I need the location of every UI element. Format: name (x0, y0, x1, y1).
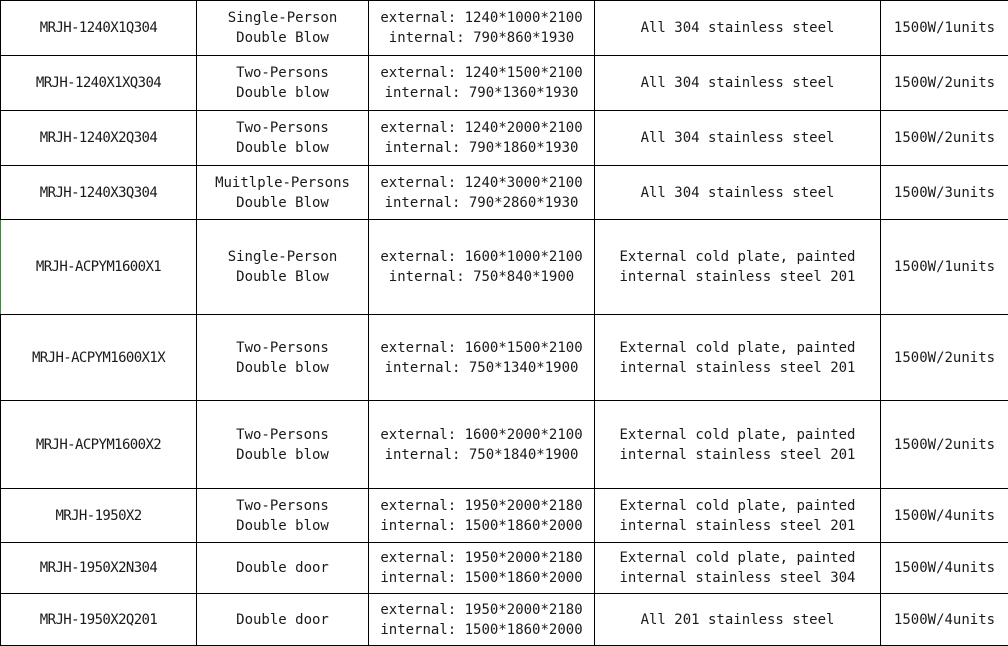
type-line: Two-Persons (199, 338, 366, 358)
power-cell: 1500W/1units (881, 220, 1008, 315)
table-row (1, 594, 1008, 646)
internal-size: internal: 1500*1860*2000 (371, 516, 592, 536)
type-cell (197, 594, 369, 646)
type-cell (197, 315, 369, 401)
spec-table-body (1, 1, 1008, 646)
internal-size: internal: 790*1360*1930 (371, 83, 592, 103)
type-cell (197, 111, 369, 166)
type-cell (197, 166, 369, 220)
power-cell: 1500W/2units (881, 315, 1008, 401)
external-size: external: 1600*1000*2100 (371, 247, 592, 267)
material-cell (595, 111, 881, 166)
model-cell: MRJH-1240X3Q304 (1, 166, 197, 220)
model-cell: MRJH-ACPYM1600X2 (1, 401, 197, 489)
internal-size: internal: 1500*1860*2000 (371, 620, 592, 640)
table-row (1, 315, 1008, 401)
size-cell (369, 594, 595, 646)
external-size: external: 1950*2000*2180 (371, 600, 592, 620)
type-line: Single-Person (199, 247, 366, 267)
type-line: Two-Persons (199, 425, 366, 445)
model-cell: MRJH-1950X2Q201 (1, 594, 197, 646)
type-line: Two-Persons (199, 118, 366, 138)
model-cell: MRJH-1240X1XQ304 (1, 56, 197, 111)
type-cell (197, 56, 369, 111)
type-line: Single-Person (199, 8, 366, 28)
material-cell (595, 166, 881, 220)
external-size: external: 1240*1500*2100 (371, 63, 592, 83)
power-cell: 1500W/4units (881, 489, 1008, 543)
model-cell: MRJH-1950X2 (1, 489, 197, 543)
table-row (1, 543, 1008, 594)
material-line: External cold plate, painted (597, 425, 878, 445)
material-line: All 304 stainless steel (597, 183, 878, 203)
type-line: Double door (199, 558, 366, 578)
type-cell (197, 220, 369, 315)
external-size: external: 1240*3000*2100 (371, 173, 592, 193)
external-size: external: 1600*2000*2100 (371, 425, 592, 445)
external-size: external: 1950*2000*2180 (371, 496, 592, 516)
internal-size: internal: 750*1840*1900 (371, 445, 592, 465)
internal-size: internal: 750*1340*1900 (371, 358, 592, 378)
type-line: Double door (199, 610, 366, 630)
external-size: external: 1240*1000*2100 (371, 8, 592, 28)
type-cell (197, 543, 369, 594)
power-cell: 1500W/3units (881, 166, 1008, 220)
material-line: internal stainless steel 201 (597, 267, 878, 287)
external-size: external: 1600*1500*2100 (371, 338, 592, 358)
material-line: External cold plate, painted (597, 496, 878, 516)
size-cell (369, 543, 595, 594)
material-line: internal stainless steel 304 (597, 568, 878, 588)
material-cell (595, 401, 881, 489)
power-cell: 1500W/4units (881, 594, 1008, 646)
size-cell (369, 1, 595, 56)
size-cell (369, 401, 595, 489)
table-row (1, 220, 1008, 315)
material-line: External cold plate, painted (597, 338, 878, 358)
material-cell (595, 56, 881, 111)
power-cell: 1500W/2units (881, 401, 1008, 489)
size-cell (369, 315, 595, 401)
model-cell: MRJH-1950X2N304 (1, 543, 197, 594)
material-line: All 304 stainless steel (597, 128, 878, 148)
type-line: Double blow (199, 138, 366, 158)
size-cell (369, 56, 595, 111)
type-line: Double blow (199, 445, 366, 465)
power-cell: 1500W/4units (881, 543, 1008, 594)
type-line: Double blow (199, 516, 366, 536)
table-row (1, 1, 1008, 56)
table-row (1, 489, 1008, 543)
table-row (1, 401, 1008, 489)
model-cell: MRJH-1240X2Q304 (1, 111, 197, 166)
type-line: Double blow (199, 358, 366, 378)
power-cell: 1500W/2units (881, 56, 1008, 111)
material-line: internal stainless steel 201 (597, 445, 878, 465)
type-line: Muitlple-Persons (199, 173, 366, 193)
internal-size: internal: 750*840*1900 (371, 267, 592, 287)
material-line: External cold plate, painted (597, 548, 878, 568)
material-line: All 304 stainless steel (597, 73, 878, 93)
size-cell (369, 166, 595, 220)
type-line: Two-Persons (199, 63, 366, 83)
table-row (1, 111, 1008, 166)
material-cell (595, 594, 881, 646)
model-cell: MRJH-ACPYM1600X1 (1, 220, 197, 315)
type-line: Double Blow (199, 28, 366, 48)
material-cell (595, 543, 881, 594)
power-cell: 1500W/2units (881, 111, 1008, 166)
table-row (1, 166, 1008, 220)
material-line: External cold plate, painted (597, 247, 878, 267)
type-line: Double Blow (199, 193, 366, 213)
type-cell (197, 1, 369, 56)
external-size: external: 1240*2000*2100 (371, 118, 592, 138)
material-cell (595, 220, 881, 315)
type-line: Double blow (199, 83, 366, 103)
table-row (1, 56, 1008, 111)
power-cell: 1500W/1units (881, 1, 1008, 56)
material-line: internal stainless steel 201 (597, 358, 878, 378)
internal-size: internal: 790*2860*1930 (371, 193, 592, 213)
type-line: Two-Persons (199, 496, 366, 516)
material-cell (595, 315, 881, 401)
material-line: All 201 stainless steel (597, 610, 878, 630)
size-cell (369, 489, 595, 543)
size-cell (369, 111, 595, 166)
type-line: Double Blow (199, 267, 366, 287)
material-line: internal stainless steel 201 (597, 516, 878, 536)
external-size: external: 1950*2000*2180 (371, 548, 592, 568)
internal-size: internal: 790*860*1930 (371, 28, 592, 48)
model-cell: MRJH-1240X1Q304 (1, 1, 197, 56)
model-cell: MRJH-ACPYM1600X1X (1, 315, 197, 401)
material-cell (595, 489, 881, 543)
internal-size: internal: 1500*1860*2000 (371, 568, 592, 588)
type-cell (197, 489, 369, 543)
material-cell (595, 1, 881, 56)
type-cell (197, 401, 369, 489)
internal-size: internal: 790*1860*1930 (371, 138, 592, 158)
size-cell (369, 220, 595, 315)
material-line: All 304 stainless steel (597, 18, 878, 38)
